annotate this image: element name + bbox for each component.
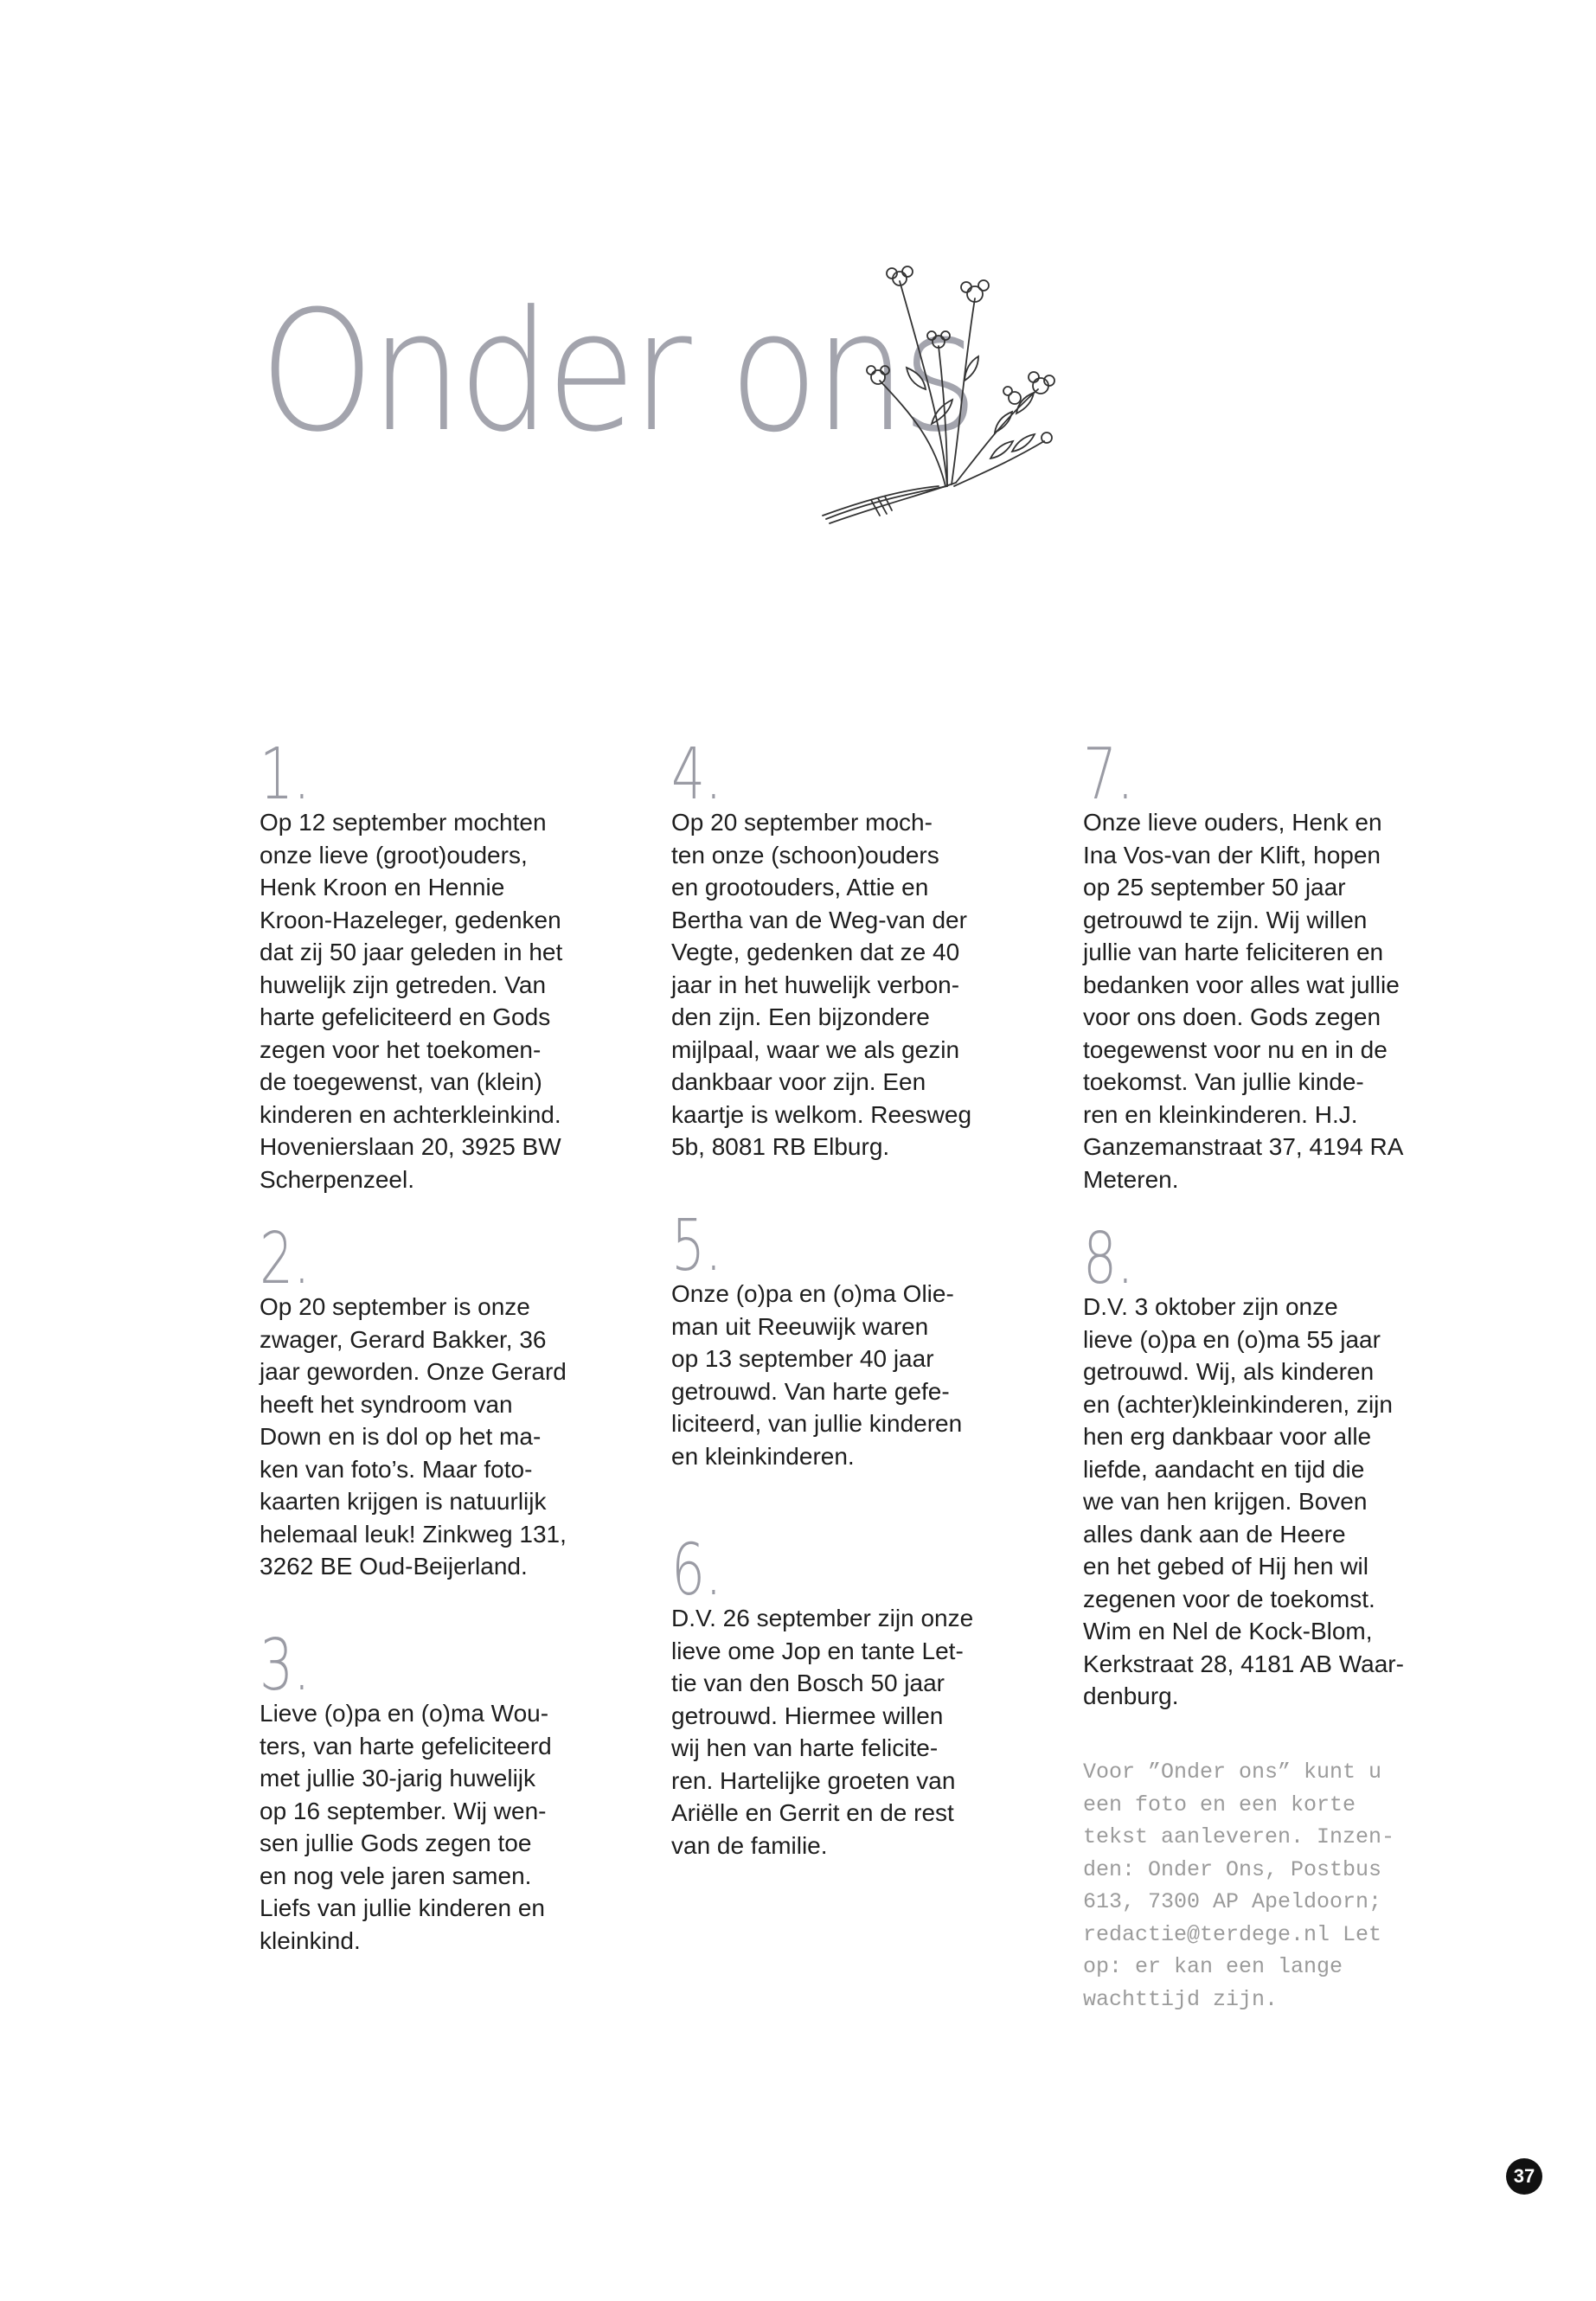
entry-number: 4. xyxy=(671,734,722,816)
entry-number: 3. xyxy=(260,1625,311,1707)
entry-number: 8. xyxy=(1083,1218,1134,1300)
entry-text: Op 12 september mochten onze lieve (groot)ouders, Henk Kroon en Hennie Kroon-Hazeleger, gedenken dat zij 50 jaar geleden in het huwelijk zijn getreden. Van harte gefeliciteerd en Gods zegen voor het toekomen- de toegewenst, van (klein) kinderen en achterkleinkind. Hovenierslaan 20, 3925 BW Scherpenzeel. xyxy=(260,809,563,1193)
page-title: Onder ons xyxy=(260,276,974,469)
entry-3 xyxy=(260,1625,623,1957)
entry-text: D.V. 3 oktober zijn onze lieve (o)pa en (o)ma 55 jaar getrouwd. Wij, als kinderen en (achter)kleinkinderen, zijn hen erg dankbaar voor alle liefde, aandacht en tijd die we van hen krijgen. Boven alles dank aan de Heere en het gebed of Hij hen wil zegenen voor de toekomst. Wim en Nel de Kock-Blom, Kerkstraat 28, 4181 AB Waar- denburg. xyxy=(1083,1293,1404,1709)
entry-7 xyxy=(1083,734,1446,1195)
entry-2 xyxy=(260,1218,623,1583)
entry-text: D.V. 26 september zijn onze lieve ome Jop en tante Let- tie van den Bosch 50 jaar getrouwd. Hiermee willen wij hen van harte felicite- ren. Hartelijke groeten van Ariëlle en Gerrit en de rest van de familie. xyxy=(671,1605,974,1859)
page-number: 37 xyxy=(1506,2158,1542,2195)
entry-number: 2. xyxy=(260,1218,311,1300)
entry-number: 6. xyxy=(671,1529,722,1612)
entry-text: Lieve (o)pa en (o)ma Wou- ters, van harte gefeliciteerd met jullie 30-jarig huwelijk op 16 september. Wij wen- sen jullie Gods zegen toe en nog vele jaren samen. Liefs van jullie kinderen en kleinkind. xyxy=(260,1700,552,1954)
entry-6 xyxy=(671,1529,1035,1862)
submission-note: Voor ”Onder ons” kunt u een foto en een korte tekst aanleveren. Inzen- den: Onder Ons, Postbus 613, 7300 AP Apeldoorn; redactie@terdege.nl Let op: er kan een lange wachttijd zijn. xyxy=(1083,1759,1395,2012)
entry-4 xyxy=(671,734,1035,1163)
entry-number: 7. xyxy=(1083,734,1134,816)
entry-1 xyxy=(260,734,623,1195)
entry-text: Op 20 september is onze zwager, Gerard Bakker, 36 jaar geworden. Onze Gerard heeft het syndroom van Down en is dol op het ma- ken van foto’s. Maar foto- kaarten krijgen is natuurlijk helemaal leuk! Zinkweg 131, 3262 BE Oud-Beijerland. xyxy=(260,1293,567,1580)
entry-text: Op 20 september moch- ten onze (schoon)ouders en grootouders, Attie en Bertha van de Weg-van der Vegte, gedenken dat ze 40 jaar in het huwelijk verbon- den zijn. Een bijzondere mijlpaal, waar we als gezin dankbaar voor zijn. Een kaartje is welkom. Reesweg 5b, 8081 RB Elburg. xyxy=(671,809,972,1160)
entry-number: 1. xyxy=(260,734,311,816)
entry-8 xyxy=(1083,1218,1446,1713)
entry-number: 5. xyxy=(671,1205,722,1287)
flower-bouquet-illustration xyxy=(817,260,1064,528)
entry-text: Onze (o)pa en (o)ma Olie- man uit Reeuwijk waren op 13 september 40 jaar getrouwd. Van harte gefe- liciteerd, van jullie kinderen en kleinkinderen. xyxy=(671,1280,963,1470)
entry-text: Onze lieve ouders, Henk en Ina Vos-van der Klift, hopen op 25 september 50 jaar getrouwd te zijn. Wij willen jullie van harte feliciteren en bedanken voor alles wat jullie voor ons doen. Gods zegen toegewenst voor nu en in de toekomst. Van jullie kinde- ren en kleinkinderen. H.J. Ganzemanstraat 37, 4194 RA Meteren. xyxy=(1083,809,1404,1193)
entry-5 xyxy=(671,1205,1035,1472)
